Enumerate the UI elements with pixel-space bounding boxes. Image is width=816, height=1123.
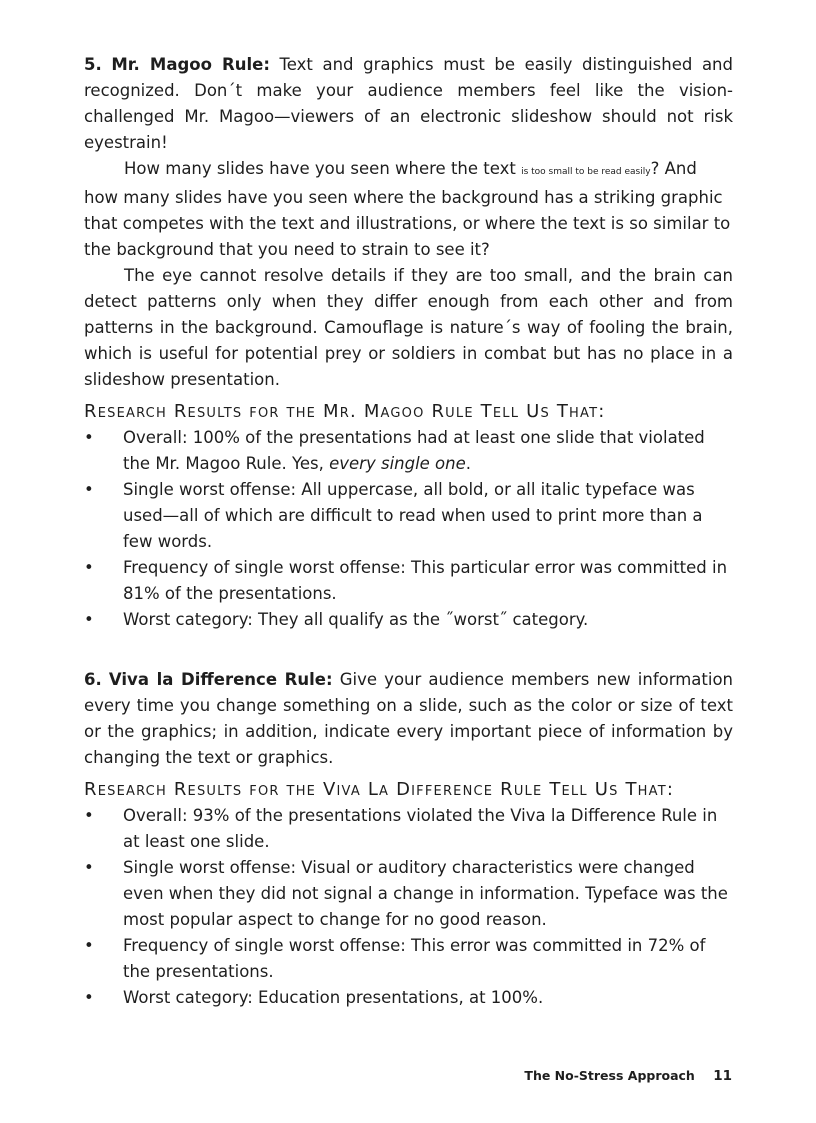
bullet-text: Frequency of single worst offense: This error was committed in 72% of the presentations. — [123, 936, 706, 981]
paragraph-2-text-a: How many slides have you seen where the text — [124, 159, 522, 178]
page-number: 11 — [713, 1068, 732, 1084]
list-item — [84, 607, 733, 633]
bullet-text: Overall: 100% of the presentations had at least one slide that violated the Mr. Magoo Rule. Yes, — [123, 428, 705, 473]
bullet-text: Single worst offense: All uppercase, all bold, or all italic typeface was used—all of which are difficult to read when used to print more than a few words. — [123, 480, 703, 551]
list-item — [84, 477, 733, 555]
page-footer — [524, 1068, 732, 1084]
section-5-intro-text: Text and graphics must be easily distinguished and recognized. Don´t make your audience members feel like the vision-challenged Mr. Magoo—viewers of an electronic slideshow should not risk eyestrain! — [84, 55, 733, 152]
bullet-text: Single worst offense: Visual or auditory characteristics were changed even when they did not signal a change in information. Typeface was the most popular aspect to change for no good reason. — [123, 858, 728, 929]
bullet-icon: • — [84, 428, 94, 447]
bullet-icon: • — [84, 610, 94, 629]
bullet-icon: • — [84, 936, 94, 955]
bullet-icon: • — [84, 988, 94, 1007]
small-text-example: is too small to be read easily — [521, 167, 651, 177]
list-item — [84, 933, 733, 985]
bullet-text: Worst category: They all qualify as the ˝worst˝ category. — [123, 610, 589, 629]
section-5-paragraph-3: The eye cannot resolve details if they are too small, and the brain can detect patterns only when they differ enough from each other and from patterns in the background. Camouflage is nature´s way of fooling the brain, which is useful for potential prey or soldiers in combat but has no place in a slideshow presentation. — [84, 266, 733, 389]
section-5-research-heading: Research Results for the Mr. Magoo Rule Tell Us That: — [84, 401, 606, 422]
page-content — [84, 52, 733, 1011]
bullet-emphasis: every single one — [329, 454, 466, 473]
section-5-bullet-list — [84, 425, 733, 633]
section-5-number: 5. — [84, 55, 102, 74]
bullet-icon: • — [84, 806, 94, 825]
bullet-icon: • — [84, 480, 94, 499]
bullet-text: Overall: 93% of the presentations violated the Viva la Difference Rule in at least one slide. — [123, 806, 718, 851]
section-6-intro-text: Give your audience members new information every time you change something on a slide, such as the color or size of text or the graphics; in addition, indicate every important piece of information by changing the text or graphics. — [84, 670, 734, 767]
section-5-rule-name: Mr. Magoo Rule: — [111, 55, 270, 74]
section-spacer — [84, 633, 733, 667]
section-6-number: 6. — [84, 670, 102, 689]
bullet-text: Worst category: Education presentations, at 100%. — [123, 988, 544, 1007]
section-5-paragraph-2 — [84, 156, 733, 263]
list-item — [84, 425, 733, 477]
list-item — [84, 803, 733, 855]
bullet-text-end: . — [465, 454, 472, 473]
bullet-icon: • — [84, 558, 94, 577]
section-6-research-heading: Research Results for the Viva La Difference Rule Tell Us That: — [84, 779, 675, 800]
paragraph-2-text-b: ? And how many slides have you seen where the background has a striking graphic that competes with the text and illustrations, or where the text is so similar to the background that you need to strain to see it? — [84, 159, 731, 259]
bullet-text: Frequency of single worst offense: This particular error was committed in 81% of the presentations. — [123, 558, 728, 603]
section-6-rule-name: Viva la Difference Rule: — [108, 670, 333, 689]
section-5-intro — [84, 52, 733, 156]
list-item — [84, 555, 733, 607]
list-item — [84, 855, 733, 933]
list-item — [84, 985, 733, 1011]
section-6-bullet-list — [84, 803, 733, 1011]
bullet-icon: • — [84, 858, 94, 877]
running-title: The No-Stress Approach — [524, 1068, 695, 1083]
section-6-intro — [84, 667, 733, 771]
